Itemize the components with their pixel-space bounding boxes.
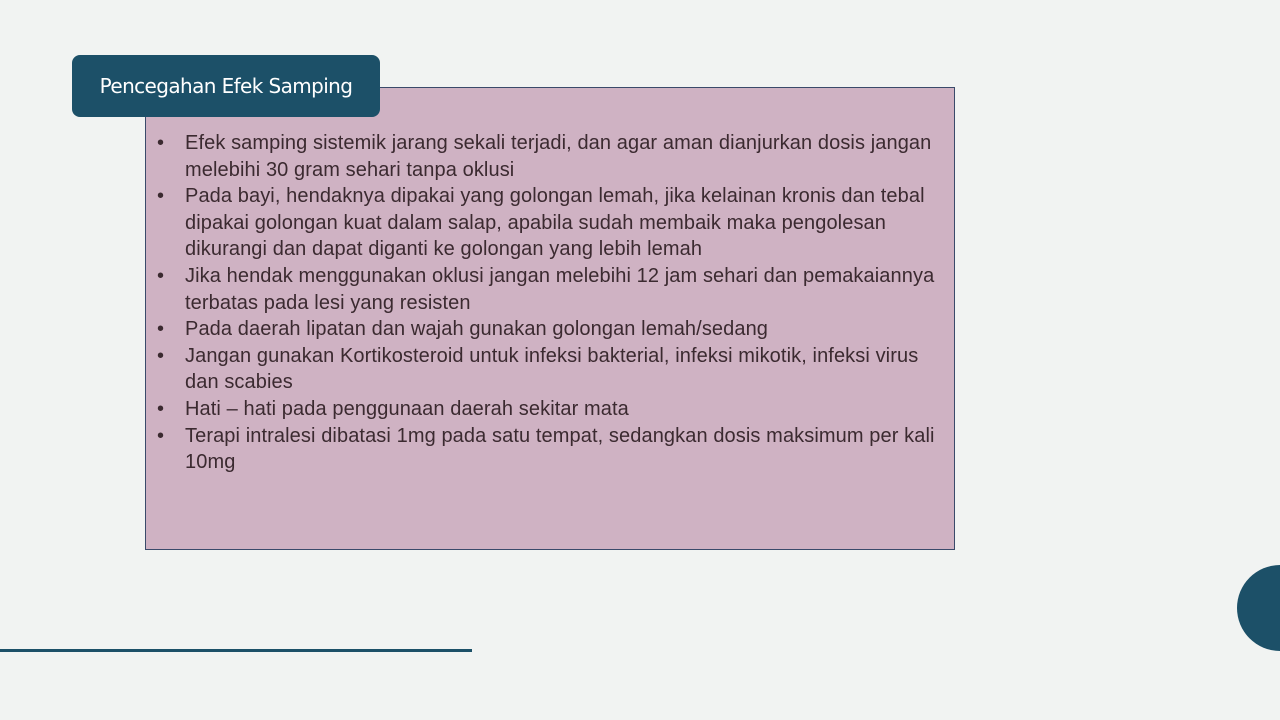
bullet-text: Jika hendak menggunakan oklusi jangan melebihi 12 jam sehari dan pemakaiannya terbatas pada lesi yang resisten bbox=[185, 264, 935, 314]
bullet-item bbox=[155, 263, 945, 316]
bullet-text: Hati – hati pada penggunaan daerah sekitar mata bbox=[185, 397, 629, 420]
bullet-text: Efek samping sistemik jarang sekali terjadi, dan agar aman dianjurkan dosis jangan melebihi 30 gram sehari tanpa oklusi bbox=[185, 132, 932, 181]
bullet-marker: • bbox=[157, 132, 165, 154]
slide-title: Pencegahan Efek Samping bbox=[72, 55, 380, 117]
bullet-item bbox=[155, 343, 945, 396]
bullet-item bbox=[155, 423, 945, 476]
bullet-marker: • bbox=[157, 344, 165, 367]
bullet-marker: • bbox=[157, 264, 165, 287]
bullet-list bbox=[155, 130, 945, 476]
bullet-marker: • bbox=[157, 397, 165, 420]
bullet-item bbox=[155, 396, 945, 423]
bullet-marker: • bbox=[157, 318, 165, 341]
bullet-item bbox=[155, 316, 945, 343]
bullet-item bbox=[155, 183, 945, 263]
bullet-item bbox=[155, 130, 945, 183]
bullet-text: Pada bayi, hendaknya dipakai yang golongan lemah, jika kelainan kronis dan tebal dipakai golongan kuat dalam salap, apabila sudah membaik maka pengolesan dikurangi dan dapat diganti ke golongan yang lebih lemah bbox=[185, 185, 925, 261]
bullet-text: Terapi intralesi dibatasi 1mg pada satu tempat, sedangkan dosis maksimum per kali 10mg bbox=[185, 424, 935, 474]
bullet-marker: • bbox=[157, 185, 165, 208]
bullet-text: Pada daerah lipatan dan wajah gunakan golongan lemah/sedang bbox=[185, 318, 769, 341]
decorative-bottom-line bbox=[0, 649, 472, 652]
decorative-circle bbox=[1237, 565, 1280, 651]
bullet-marker: • bbox=[157, 424, 165, 447]
bullet-text: Jangan gunakan Kortikosteroid untuk infeksi bakterial, infeksi mikotik, infeksi virus dan scabies bbox=[185, 344, 919, 394]
